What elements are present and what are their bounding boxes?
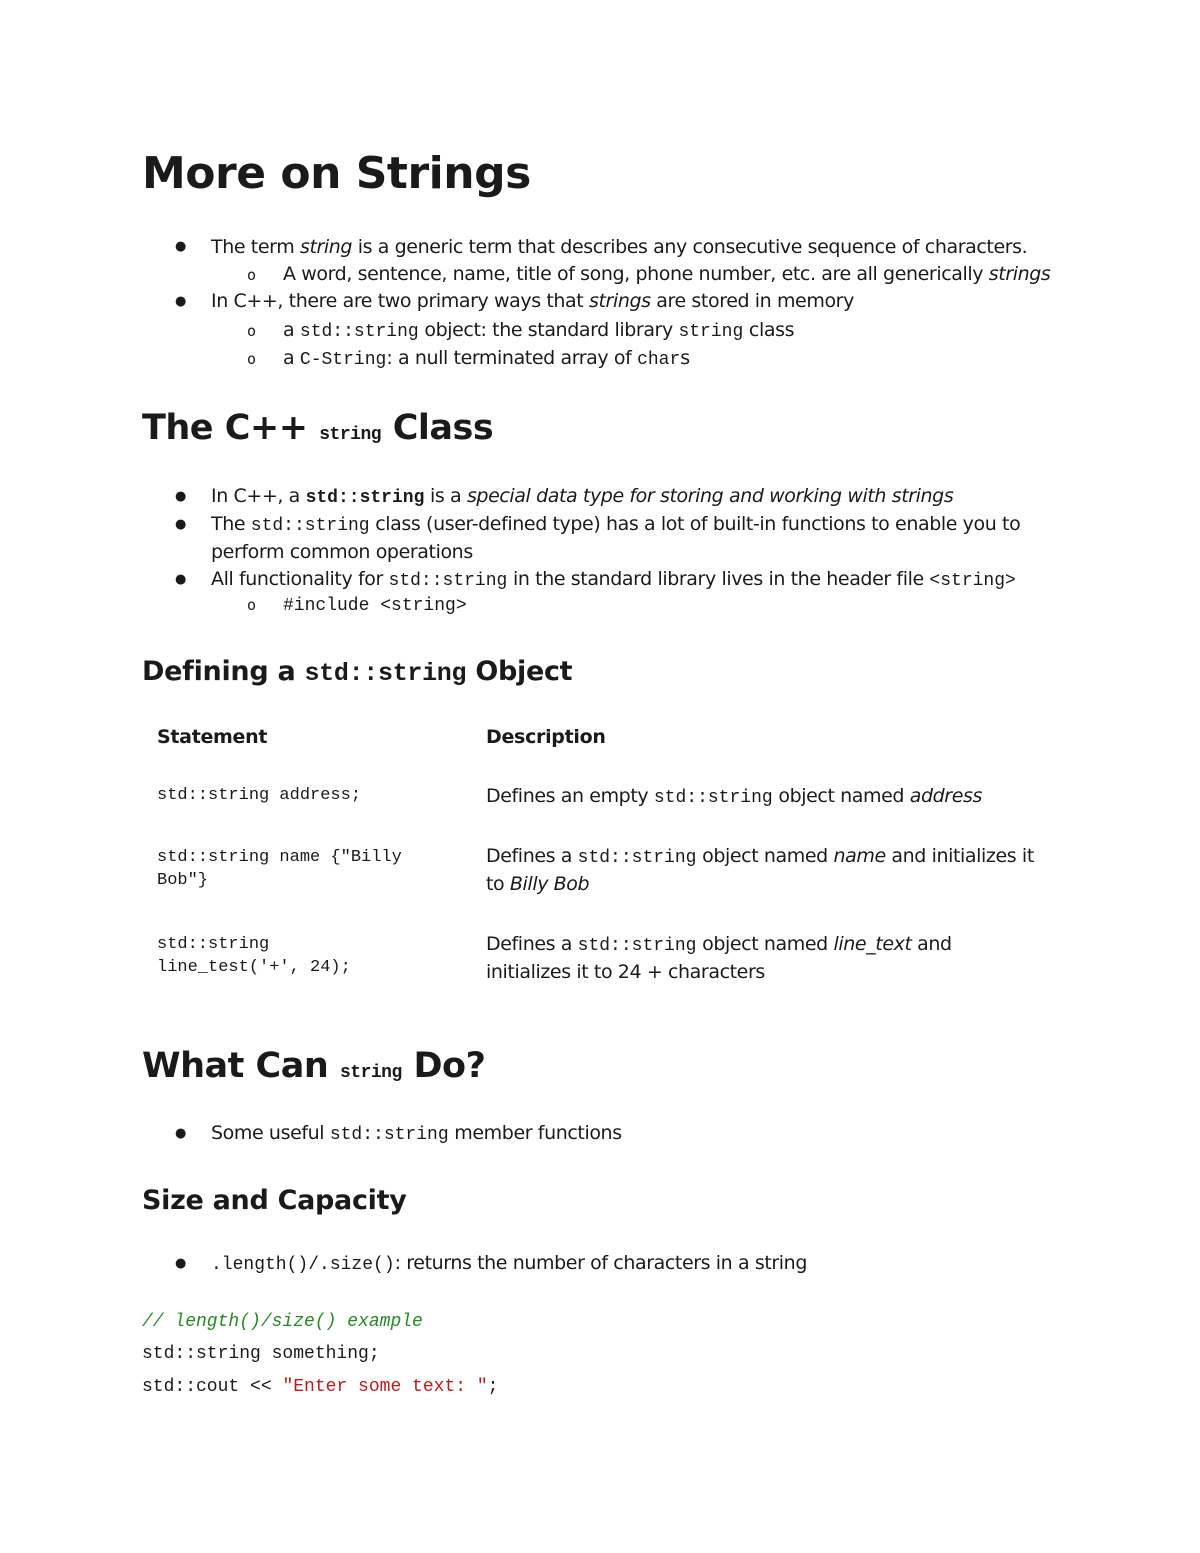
table-cell-description: Defines a std::string object named name and initializes it <box>486 845 1034 868</box>
code-comment: // length()/size() example <box>142 1312 423 1332</box>
section-heading: Defining a std::string Object <box>142 656 573 688</box>
sub-bullet-icon: o <box>247 322 257 340</box>
section-heading: Size and Capacity <box>142 1185 407 1216</box>
list-item: All functionality for std::string in the standard library lives in the header file <string> <box>211 568 1016 591</box>
section-heading: The C++ string Class <box>142 408 494 448</box>
bullet-icon: ● <box>175 572 187 587</box>
table-cell-description-line2: to Billy Bob <box>486 873 590 895</box>
list-item: #include <string> <box>283 596 467 616</box>
list-item: In C++, a std::string is a special data type for storing and working with strings <box>211 485 954 508</box>
table-cell-description: Defines a std::string object named line_text and <box>486 933 952 956</box>
sub-bullet-icon: o <box>247 350 257 368</box>
table-cell-description: Defines an empty std::string object named address <box>486 785 982 808</box>
table-cell-statement: std::string address; <box>157 786 362 805</box>
list-item-continuation: perform common operations <box>211 541 473 563</box>
table-cell-statement: std::string line_test('+', 24); <box>157 935 351 977</box>
table-cell-description-line2: initializes it to 24 + characters <box>486 961 765 983</box>
bullet-icon: ● <box>175 489 187 504</box>
bullet-icon: ● <box>175 239 187 254</box>
list-item: .length()/.size(): returns the number of characters in a string <box>211 1252 807 1275</box>
list-item: The term string is a generic term that describes any consecutive sequence of characters. <box>211 236 1028 258</box>
list-item: Some useful std::string member functions <box>211 1122 622 1145</box>
list-item: a std::string object: the standard library string class <box>283 319 795 342</box>
bullet-icon: ● <box>175 517 187 532</box>
list-item: a C-String: a null terminated array of chars <box>283 347 690 370</box>
sub-bullet-icon: o <box>247 596 257 614</box>
table-header-statement: Statement <box>157 726 268 748</box>
bullet-icon: ● <box>175 294 187 309</box>
code-line: std::string something; <box>142 1344 380 1364</box>
bullet-icon: ● <box>175 1126 187 1141</box>
bullet-icon: ● <box>175 1256 187 1271</box>
list-item: The std::string class (user-defined type) has a lot of built-in functions to enable you to <box>211 513 1021 536</box>
code-line: std::cout << "Enter some text: "; <box>142 1377 499 1397</box>
section-heading: What Can string Do? <box>142 1046 486 1086</box>
page-title: More on Strings <box>142 148 531 199</box>
table-cell-statement: std::string name {"Billy Bob"} <box>157 848 402 890</box>
sub-bullet-icon: o <box>247 266 257 284</box>
list-item: A word, sentence, name, title of song, phone number, etc. are all generically strings <box>283 263 1051 285</box>
table-header-description: Description <box>486 726 606 748</box>
list-item: In C++, there are two primary ways that strings are stored in memory <box>211 290 854 312</box>
